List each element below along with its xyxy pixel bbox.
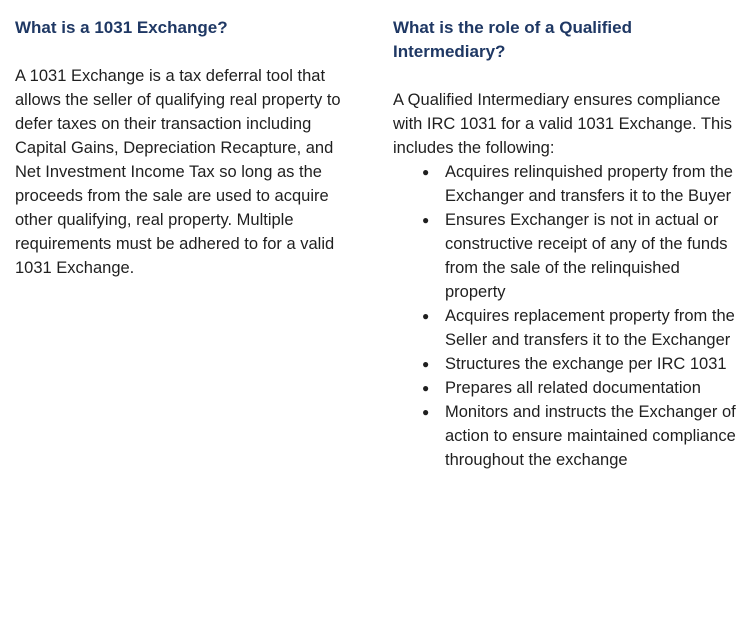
list-item-text: Prepares all related documentation bbox=[445, 379, 701, 397]
list-item-text: Monitors and instructs the Exchanger of action to ensure maintained compliance throughout the exchange bbox=[445, 403, 736, 469]
bullet-icon: ● bbox=[422, 213, 430, 227]
list-item-text: Acquires relinquished property from the Exchanger and transfers it to the Buyer bbox=[445, 163, 733, 205]
bullet-icon: ● bbox=[422, 405, 430, 419]
left-heading: What is a 1031 Exchange? bbox=[15, 18, 228, 37]
bullet-icon: ● bbox=[422, 381, 430, 395]
right-column bbox=[393, 16, 738, 472]
left-column bbox=[15, 16, 355, 280]
list-item bbox=[422, 304, 738, 352]
list-item bbox=[422, 376, 738, 400]
left-body-paragraph: A 1031 Exchange is a tax deferral tool that allows the seller of qualifying real property to defer taxes on their transaction including Capital Gains, Depreciation Recapture, and Net Investment Income Tax so long as the proceeds from the sale are used to acquire other qualifying, real property. Multiple requirements must be adhered to for a valid 1031 Exchange. bbox=[15, 67, 341, 277]
bullet-icon: ● bbox=[422, 309, 430, 323]
bullet-icon: ● bbox=[422, 357, 430, 371]
bullet-icon: ● bbox=[422, 165, 430, 179]
list-item-text: Structures the exchange per IRC 1031 bbox=[445, 355, 727, 373]
list-item-text: Ensures Exchanger is not in actual or constructive receipt of any of the funds from the sale of the relinquished property bbox=[445, 211, 728, 301]
list-item bbox=[422, 400, 738, 472]
list-item-text: Acquires replacement property from the Seller and transfers it to the Exchanger bbox=[445, 307, 735, 349]
list-item bbox=[422, 352, 738, 376]
list-item bbox=[422, 160, 738, 208]
right-heading: What is the role of a Qualified Intermediary? bbox=[393, 18, 632, 61]
list-item bbox=[422, 208, 738, 304]
right-intro-paragraph: A Qualified Intermediary ensures compliance with IRC 1031 for a valid 1031 Exchange. This includes the following: bbox=[393, 91, 733, 157]
qi-duties-list bbox=[393, 160, 738, 472]
